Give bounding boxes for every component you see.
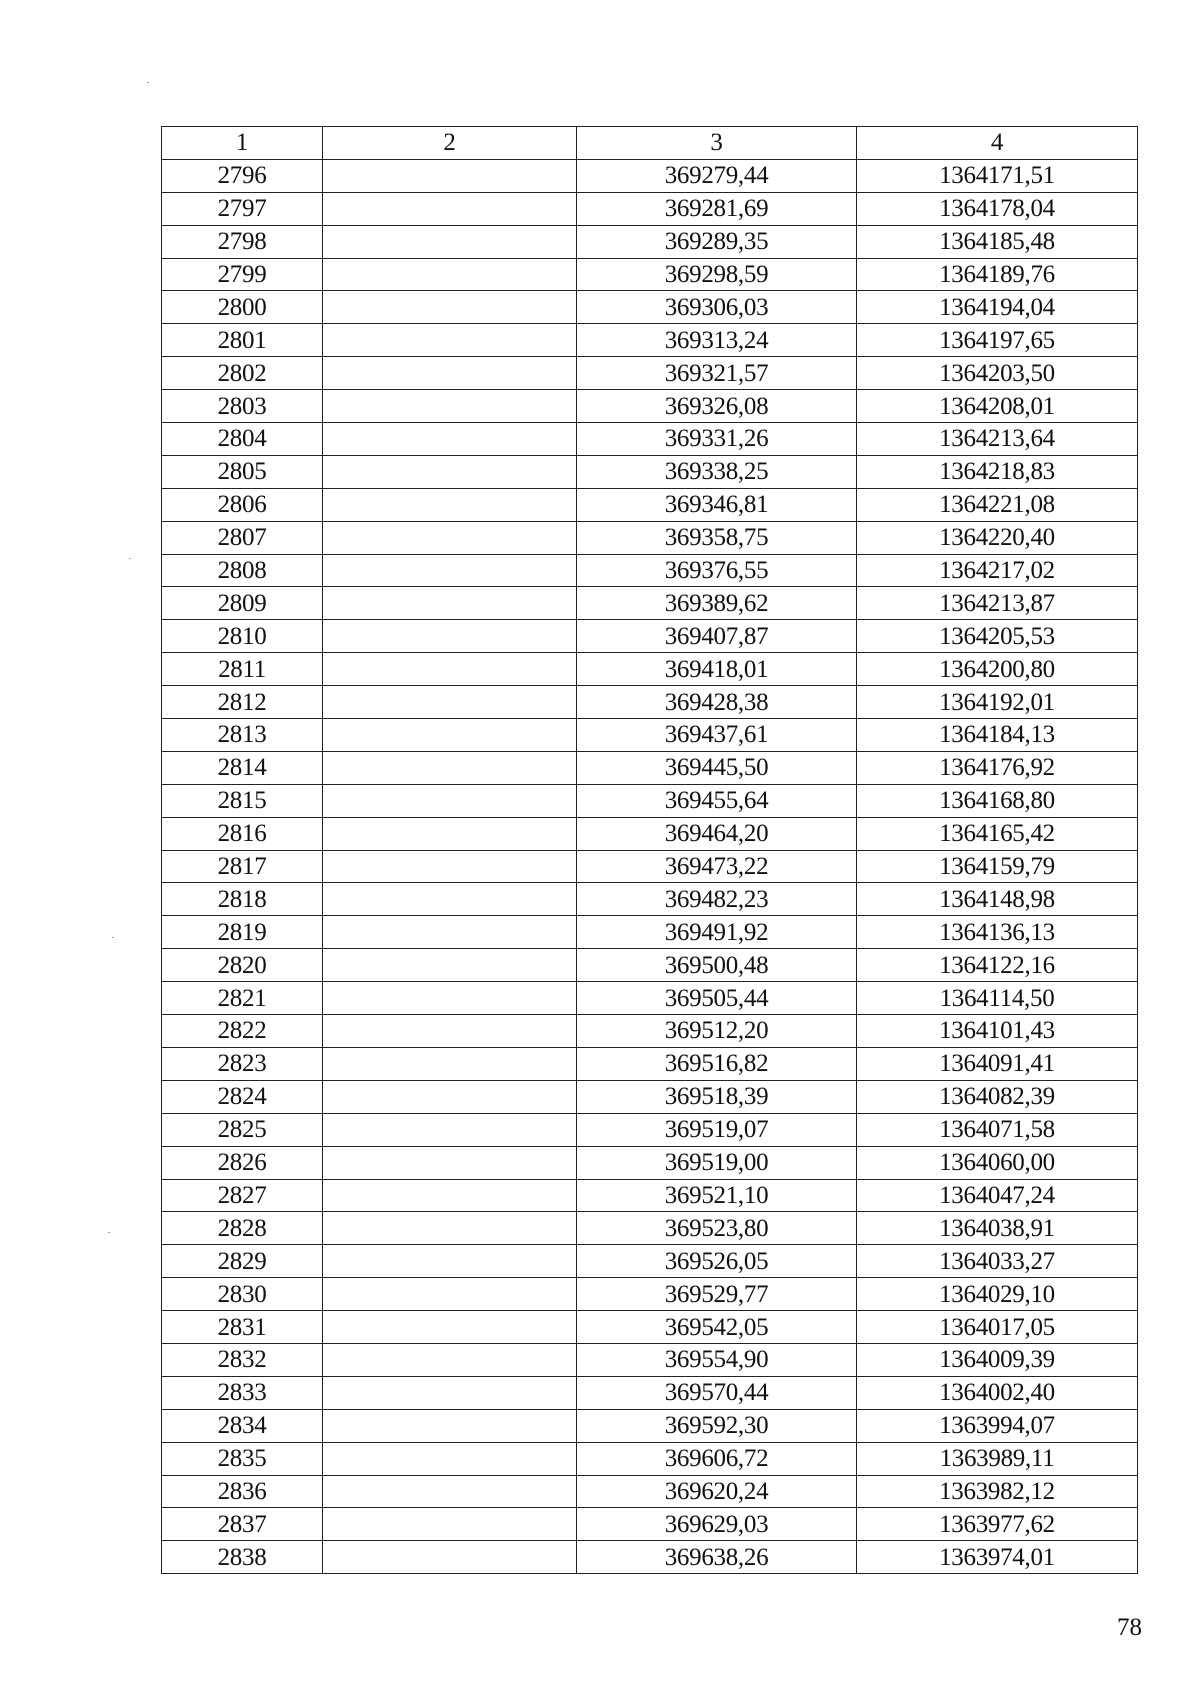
description-cell — [323, 1212, 577, 1245]
y-coordinate-cell: 1364221,08 — [857, 488, 1138, 521]
scan-speck — [108, 1232, 110, 1233]
column-header-4: 4 — [857, 127, 1138, 160]
y-coordinate-cell: 1364114,50 — [857, 982, 1138, 1015]
x-coordinate-cell: 369554,90 — [577, 1343, 857, 1376]
x-coordinate-cell: 369306,03 — [577, 291, 857, 324]
point-number-cell: 2817 — [162, 850, 323, 883]
y-coordinate-cell: 1364029,10 — [857, 1278, 1138, 1311]
table-row — [162, 554, 1138, 587]
y-coordinate-cell: 1364184,13 — [857, 719, 1138, 752]
table-row — [162, 620, 1138, 653]
point-number-cell: 2799 — [162, 258, 323, 291]
description-cell — [323, 554, 577, 587]
point-number-cell: 2811 — [162, 653, 323, 686]
table-row — [162, 1442, 1138, 1475]
description-cell — [323, 1015, 577, 1048]
y-coordinate-cell: 1364122,16 — [857, 949, 1138, 982]
x-coordinate-cell: 369518,39 — [577, 1080, 857, 1113]
table-row — [162, 916, 1138, 949]
y-coordinate-cell: 1364205,53 — [857, 620, 1138, 653]
point-number-cell: 2825 — [162, 1113, 323, 1146]
y-coordinate-cell: 1364192,01 — [857, 686, 1138, 719]
point-number-cell: 2824 — [162, 1080, 323, 1113]
y-coordinate-cell: 1364168,80 — [857, 784, 1138, 817]
y-coordinate-cell: 1363989,11 — [857, 1442, 1138, 1475]
point-number-cell: 2805 — [162, 455, 323, 488]
y-coordinate-cell: 1363977,62 — [857, 1508, 1138, 1541]
y-coordinate-cell: 1364159,79 — [857, 850, 1138, 883]
description-cell — [323, 455, 577, 488]
point-number-cell: 2800 — [162, 291, 323, 324]
x-coordinate-cell: 369638,26 — [577, 1541, 857, 1574]
y-coordinate-cell: 1364148,98 — [857, 883, 1138, 916]
description-cell — [323, 1475, 577, 1508]
table-row — [162, 1376, 1138, 1409]
description-cell — [323, 192, 577, 225]
table-row — [162, 1541, 1138, 1574]
point-number-cell: 2837 — [162, 1508, 323, 1541]
y-coordinate-cell: 1364185,48 — [857, 225, 1138, 258]
column-header-1: 1 — [162, 127, 323, 160]
x-coordinate-cell: 369376,55 — [577, 554, 857, 587]
point-number-cell: 2806 — [162, 488, 323, 521]
table-row — [162, 719, 1138, 752]
x-coordinate-cell: 369407,87 — [577, 620, 857, 653]
table-row — [162, 949, 1138, 982]
point-number-cell: 2826 — [162, 1146, 323, 1179]
description-cell — [323, 1179, 577, 1212]
y-coordinate-cell: 1364178,04 — [857, 192, 1138, 225]
table-row — [162, 817, 1138, 850]
point-number-cell: 2802 — [162, 357, 323, 390]
scan-speck — [112, 937, 114, 938]
x-coordinate-cell: 369298,59 — [577, 258, 857, 291]
table-row — [162, 883, 1138, 916]
description-cell — [323, 1047, 577, 1080]
x-coordinate-cell: 369313,24 — [577, 324, 857, 357]
point-number-cell: 2827 — [162, 1179, 323, 1212]
point-number-cell: 2815 — [162, 784, 323, 817]
point-number-cell: 2808 — [162, 554, 323, 587]
table-row — [162, 1278, 1138, 1311]
table-row — [162, 1080, 1138, 1113]
description-cell — [323, 883, 577, 916]
x-coordinate-cell: 369482,23 — [577, 883, 857, 916]
table-row — [162, 291, 1138, 324]
y-coordinate-cell: 1364002,40 — [857, 1376, 1138, 1409]
description-cell — [323, 620, 577, 653]
x-coordinate-cell: 369331,26 — [577, 423, 857, 456]
header-row — [162, 127, 1138, 160]
point-number-cell: 2816 — [162, 817, 323, 850]
y-coordinate-cell: 1364200,80 — [857, 653, 1138, 686]
description-cell — [323, 1541, 577, 1574]
description-cell — [323, 521, 577, 554]
description-cell — [323, 949, 577, 982]
x-coordinate-cell: 369437,61 — [577, 719, 857, 752]
description-cell — [323, 817, 577, 850]
table-row — [162, 192, 1138, 225]
description-cell — [323, 1376, 577, 1409]
point-number-cell: 2807 — [162, 521, 323, 554]
table-row — [162, 1113, 1138, 1146]
table-row — [162, 423, 1138, 456]
x-coordinate-cell: 369358,75 — [577, 521, 857, 554]
y-coordinate-cell: 1363994,07 — [857, 1409, 1138, 1442]
description-cell — [323, 258, 577, 291]
x-coordinate-cell: 369505,44 — [577, 982, 857, 1015]
point-number-cell: 2801 — [162, 324, 323, 357]
table-row — [162, 1245, 1138, 1278]
description-cell — [323, 1080, 577, 1113]
point-number-cell: 2832 — [162, 1343, 323, 1376]
x-coordinate-cell: 369289,35 — [577, 225, 857, 258]
description-cell — [323, 916, 577, 949]
table-row — [162, 751, 1138, 784]
table-row — [162, 653, 1138, 686]
table-row — [162, 1146, 1138, 1179]
table-body — [162, 159, 1138, 1573]
x-coordinate-cell: 369500,48 — [577, 949, 857, 982]
y-coordinate-cell: 1364218,83 — [857, 455, 1138, 488]
coordinates-table — [161, 126, 1138, 1574]
description-cell — [323, 488, 577, 521]
point-number-cell: 2809 — [162, 587, 323, 620]
description-cell — [323, 982, 577, 1015]
description-cell — [323, 1146, 577, 1179]
table-row — [162, 982, 1138, 1015]
y-coordinate-cell: 1364189,76 — [857, 258, 1138, 291]
y-coordinate-cell: 1364060,00 — [857, 1146, 1138, 1179]
table-row — [162, 686, 1138, 719]
x-coordinate-cell: 369526,05 — [577, 1245, 857, 1278]
y-coordinate-cell: 1364220,40 — [857, 521, 1138, 554]
point-number-cell: 2836 — [162, 1475, 323, 1508]
table-row — [162, 357, 1138, 390]
point-number-cell: 2798 — [162, 225, 323, 258]
y-coordinate-cell: 1364038,91 — [857, 1212, 1138, 1245]
y-coordinate-cell: 1364194,04 — [857, 291, 1138, 324]
table-row — [162, 587, 1138, 620]
x-coordinate-cell: 369516,82 — [577, 1047, 857, 1080]
x-coordinate-cell: 369620,24 — [577, 1475, 857, 1508]
x-coordinate-cell: 369428,38 — [577, 686, 857, 719]
x-coordinate-cell: 369606,72 — [577, 1442, 857, 1475]
table-row — [162, 1311, 1138, 1344]
description-cell — [323, 1409, 577, 1442]
point-number-cell: 2822 — [162, 1015, 323, 1048]
y-coordinate-cell: 1364009,39 — [857, 1343, 1138, 1376]
table-row — [162, 1015, 1138, 1048]
description-cell — [323, 423, 577, 456]
point-number-cell: 2813 — [162, 719, 323, 752]
point-number-cell: 2829 — [162, 1245, 323, 1278]
point-number-cell: 2820 — [162, 949, 323, 982]
x-coordinate-cell: 369281,69 — [577, 192, 857, 225]
table-header — [162, 127, 1138, 160]
y-coordinate-cell: 1364165,42 — [857, 817, 1138, 850]
table-row — [162, 1212, 1138, 1245]
table-row — [162, 324, 1138, 357]
description-cell — [323, 587, 577, 620]
table-row — [162, 784, 1138, 817]
x-coordinate-cell: 369445,50 — [577, 751, 857, 784]
description-cell — [323, 390, 577, 423]
x-coordinate-cell: 369321,57 — [577, 357, 857, 390]
point-number-cell: 2818 — [162, 883, 323, 916]
description-cell — [323, 225, 577, 258]
x-coordinate-cell: 369570,44 — [577, 1376, 857, 1409]
x-coordinate-cell: 369512,20 — [577, 1015, 857, 1048]
column-header-3: 3 — [577, 127, 857, 160]
y-coordinate-cell: 1363974,01 — [857, 1541, 1138, 1574]
description-cell — [323, 1311, 577, 1344]
description-cell — [323, 1278, 577, 1311]
x-coordinate-cell: 369346,81 — [577, 488, 857, 521]
table-row — [162, 455, 1138, 488]
x-coordinate-cell: 369464,20 — [577, 817, 857, 850]
description-cell — [323, 719, 577, 752]
x-coordinate-cell: 369592,30 — [577, 1409, 857, 1442]
point-number-cell: 2819 — [162, 916, 323, 949]
table-row — [162, 1508, 1138, 1541]
point-number-cell: 2796 — [162, 159, 323, 192]
x-coordinate-cell: 369418,01 — [577, 653, 857, 686]
x-coordinate-cell: 369529,77 — [577, 1278, 857, 1311]
y-coordinate-cell: 1364208,01 — [857, 390, 1138, 423]
point-number-cell: 2830 — [162, 1278, 323, 1311]
description-cell — [323, 850, 577, 883]
table-row — [162, 225, 1138, 258]
table-row — [162, 1179, 1138, 1212]
description-cell — [323, 357, 577, 390]
description-cell — [323, 1245, 577, 1278]
y-coordinate-cell: 1363982,12 — [857, 1475, 1138, 1508]
y-coordinate-cell: 1364203,50 — [857, 357, 1138, 390]
point-number-cell: 2828 — [162, 1212, 323, 1245]
point-number-cell: 2823 — [162, 1047, 323, 1080]
table-row — [162, 521, 1138, 554]
x-coordinate-cell: 369629,03 — [577, 1508, 857, 1541]
y-coordinate-cell: 1364217,02 — [857, 554, 1138, 587]
y-coordinate-cell: 1364033,27 — [857, 1245, 1138, 1278]
point-number-cell: 2812 — [162, 686, 323, 719]
x-coordinate-cell: 369455,64 — [577, 784, 857, 817]
table-row — [162, 159, 1138, 192]
scan-speck — [129, 558, 131, 559]
x-coordinate-cell: 369326,08 — [577, 390, 857, 423]
y-coordinate-cell: 1364213,64 — [857, 423, 1138, 456]
point-number-cell: 2838 — [162, 1541, 323, 1574]
point-number-cell: 2821 — [162, 982, 323, 1015]
y-coordinate-cell: 1364017,05 — [857, 1311, 1138, 1344]
x-coordinate-cell: 369519,07 — [577, 1113, 857, 1146]
x-coordinate-cell: 369542,05 — [577, 1311, 857, 1344]
description-cell — [323, 1442, 577, 1475]
description-cell — [323, 291, 577, 324]
description-cell — [323, 1508, 577, 1541]
page-number: 78 — [1117, 1614, 1142, 1641]
x-coordinate-cell: 369519,00 — [577, 1146, 857, 1179]
y-coordinate-cell: 1364047,24 — [857, 1179, 1138, 1212]
description-cell — [323, 751, 577, 784]
x-coordinate-cell: 369389,62 — [577, 587, 857, 620]
x-coordinate-cell: 369279,44 — [577, 159, 857, 192]
column-header-2: 2 — [323, 127, 577, 160]
point-number-cell: 2814 — [162, 751, 323, 784]
point-number-cell: 2833 — [162, 1376, 323, 1409]
description-cell — [323, 784, 577, 817]
table-row — [162, 1343, 1138, 1376]
y-coordinate-cell: 1364101,43 — [857, 1015, 1138, 1048]
description-cell — [323, 686, 577, 719]
description-cell — [323, 1343, 577, 1376]
x-coordinate-cell: 369338,25 — [577, 455, 857, 488]
description-cell — [323, 324, 577, 357]
point-number-cell: 2803 — [162, 390, 323, 423]
point-number-cell: 2835 — [162, 1442, 323, 1475]
y-coordinate-cell: 1364171,51 — [857, 159, 1138, 192]
point-number-cell: 2797 — [162, 192, 323, 225]
y-coordinate-cell: 1364071,58 — [857, 1113, 1138, 1146]
x-coordinate-cell: 369523,80 — [577, 1212, 857, 1245]
y-coordinate-cell: 1364091,41 — [857, 1047, 1138, 1080]
point-number-cell: 2834 — [162, 1409, 323, 1442]
table-row — [162, 1409, 1138, 1442]
table-row — [162, 1047, 1138, 1080]
point-number-cell: 2810 — [162, 620, 323, 653]
x-coordinate-cell: 369473,22 — [577, 850, 857, 883]
table-row — [162, 1475, 1138, 1508]
x-coordinate-cell: 369491,92 — [577, 916, 857, 949]
y-coordinate-cell: 1364213,87 — [857, 587, 1138, 620]
x-coordinate-cell: 369521,10 — [577, 1179, 857, 1212]
y-coordinate-cell: 1364136,13 — [857, 916, 1138, 949]
table-row — [162, 390, 1138, 423]
description-cell — [323, 159, 577, 192]
y-coordinate-cell: 1364197,65 — [857, 324, 1138, 357]
y-coordinate-cell: 1364082,39 — [857, 1080, 1138, 1113]
point-number-cell: 2831 — [162, 1311, 323, 1344]
description-cell — [323, 1113, 577, 1146]
table-row — [162, 850, 1138, 883]
point-number-cell: 2804 — [162, 423, 323, 456]
description-cell — [323, 653, 577, 686]
scan-speck — [147, 82, 149, 83]
y-coordinate-cell: 1364176,92 — [857, 751, 1138, 784]
table-row — [162, 488, 1138, 521]
table-row — [162, 258, 1138, 291]
